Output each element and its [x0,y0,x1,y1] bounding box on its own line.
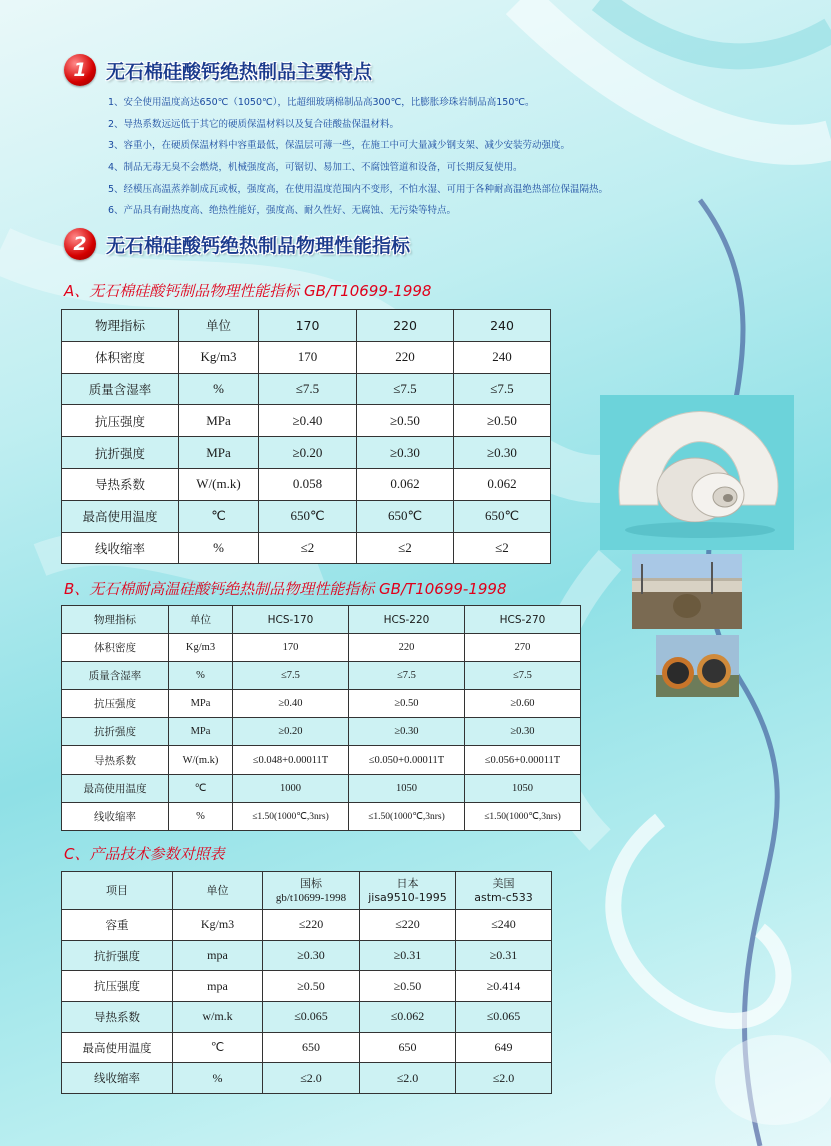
site-photo-pipeline [632,554,742,629]
value-cell: ≤7.5 [349,662,465,690]
header-cell [360,872,456,910]
value-cell: ≤1.50(1000℃,3nrs) [233,802,349,830]
table-header-row [62,310,551,342]
value-cell: ≥0.31 [360,940,456,971]
section-2-badge: 2 [64,228,96,260]
header-cell: 物理指标 [62,606,169,634]
value-cell: 1050 [465,774,581,802]
value-cell: ≥0.40 [259,405,357,437]
value-cell: ≤7.5 [233,662,349,690]
row-label: 线收缩率 [62,1063,173,1094]
row-label: 线收缩率 [62,532,179,564]
value-cell: ≥0.414 [456,971,552,1002]
row-label: 质量含湿率 [62,373,179,405]
header-line: 单位 [206,883,229,897]
table-row [62,802,581,830]
table-header-row [62,606,581,634]
table-row [62,341,551,373]
header-cell [263,872,360,910]
table-row [62,690,581,718]
row-label: 质量含湿率 [62,662,169,690]
header-line: 项目 [106,883,128,897]
value-cell: 170 [233,634,349,662]
value-cell: ≥0.50 [357,405,454,437]
value-cell: 649 [456,1032,552,1063]
unit-cell: % [169,802,233,830]
table-row [62,468,551,500]
table-row [62,373,551,405]
value-cell: ≤1.50(1000℃,3nrs) [465,802,581,830]
value-cell: ≤7.5 [357,373,454,405]
value-cell: ≤0.056+0.00011T [465,746,581,774]
value-cell: ≤0.062 [360,1002,456,1033]
row-label: 抗压强度 [62,405,179,437]
feature-list [108,92,608,222]
table-row [62,971,552,1002]
product-photo-pipe-sections [600,395,794,550]
row-label: 最高使用温度 [62,500,179,532]
value-cell: ≥0.31 [456,940,552,971]
row-label: 抗折强度 [62,940,173,971]
unit-cell: W/(m.k) [169,746,233,774]
unit-cell: MPa [169,690,233,718]
value-cell: ≤0.048+0.00011T [233,746,349,774]
table-row [62,437,551,469]
table-b-title: B、无石棉耐高温硅酸钙绝热制品物理性能指标 GB/T10699-1998 [64,580,507,598]
value-cell: 0.058 [259,468,357,500]
row-label: 体积密度 [62,341,179,373]
value-cell: ≥0.60 [465,690,581,718]
row-label: 抗压强度 [62,690,169,718]
header-standard: gb/t10699-1998 [275,891,347,904]
table-header-row [62,872,552,910]
section-2-header [64,228,410,260]
unit-cell: MPa [179,405,259,437]
section-1-header [64,54,372,86]
header-cell: 240 [454,310,551,342]
unit-cell: % [179,373,259,405]
value-cell: ≤2 [357,532,454,564]
feature-item: 2、导热系数远远低于其它的硬质保温材料以及复合硅酸盐保温材料。 [108,118,400,130]
header-line: 日本 [396,876,419,890]
table-c [61,871,552,1094]
value-cell: ≤2 [454,532,551,564]
row-label: 线收缩率 [62,802,169,830]
header-cell: 220 [357,310,454,342]
section-1-badge: 1 [64,54,96,86]
value-cell: ≤220 [360,910,456,941]
value-cell: ≥0.30 [454,437,551,469]
table-row [62,718,581,746]
value-cell: 0.062 [357,468,454,500]
unit-cell: Kg/m3 [169,634,233,662]
value-cell: ≤7.5 [465,662,581,690]
value-cell: 650℃ [454,500,551,532]
table-row [62,1063,552,1094]
table-row [62,910,552,941]
header-cell [456,872,552,910]
table-row [62,662,581,690]
table-row [62,500,551,532]
table-row [62,940,552,971]
table-a-title: A、无石棉硅酸钙制品物理性能指标 GB/T10699-1998 [64,282,432,300]
header-standard: jisa9510-1995 [368,890,447,904]
unit-cell: ℃ [173,1032,263,1063]
row-label: 抗压强度 [62,971,173,1002]
header-standard: astm-c533 [474,890,533,904]
table-row [62,405,551,437]
value-cell: ≤2.0 [456,1063,552,1094]
value-cell: 650℃ [259,500,357,532]
value-cell: ≤240 [456,910,552,941]
value-cell: ≥0.30 [263,940,360,971]
table-row [62,1002,552,1033]
unit-cell: Kg/m3 [179,341,259,373]
table-row [62,532,551,564]
unit-cell: % [169,662,233,690]
value-cell: ≥0.50 [454,405,551,437]
unit-cell: ℃ [179,500,259,532]
table-row [62,1032,552,1063]
unit-cell: mpa [173,940,263,971]
header-line: 美国 [492,876,515,890]
value-cell: ≤2 [259,532,357,564]
value-cell: ≥0.50 [349,690,465,718]
value-cell: ≥0.20 [259,437,357,469]
row-label: 抗折强度 [62,718,169,746]
header-cell: HCS-220 [349,606,465,634]
value-cell: ≤1.50(1000℃,3nrs) [349,802,465,830]
feature-item: 4、制品无毒无臭不会燃烧，机械强度高，可锯切、易加工、不腐蚀管道和设备，可长期反复使用。 [108,162,523,174]
value-cell: 650 [263,1032,360,1063]
unit-cell: MPa [169,718,233,746]
header-cell [62,872,173,910]
feature-item: 3、容重小，在硬质保温材料中容重最低，保温层可薄一些，在施工中可大量减少钢支架、减少安装劳动强度。 [108,140,571,152]
value-cell: ≤0.065 [456,1002,552,1033]
row-label: 导热系数 [62,746,169,774]
value-cell: ≥0.30 [465,718,581,746]
header-cell: 物理指标 [62,310,179,342]
row-label: 最高使用温度 [62,1032,173,1063]
header-cell: 170 [259,310,357,342]
row-label: 抗折强度 [62,437,179,469]
unit-cell: mpa [173,971,263,1002]
table-row [62,774,581,802]
value-cell: ≥0.30 [357,437,454,469]
header-line: 国标 [300,876,322,890]
value-cell: ≥0.30 [349,718,465,746]
value-cell: ≤7.5 [454,373,551,405]
table-c-title: C、产品技术参数对照表 [64,845,225,863]
table-row [62,634,581,662]
value-cell: 650 [360,1032,456,1063]
value-cell: ≥0.40 [233,690,349,718]
header-cell [173,872,263,910]
value-cell: ≤0.050+0.00011T [349,746,465,774]
feature-item: 5、经模压高温蒸养制成瓦或板，强度高，在使用温度范围内不变形，不怕水湿、可用于各种耐高温绝热部位保温隔热。 [108,183,609,195]
value-cell: 650℃ [357,500,454,532]
value-cell: ≤0.065 [263,1002,360,1033]
site-photo-pipes [656,635,739,697]
value-cell: ≤7.5 [259,373,357,405]
row-label: 导热系数 [62,1002,173,1033]
unit-cell: MPa [179,437,259,469]
unit-cell: w/m.k [173,1002,263,1033]
table-a [61,309,551,564]
row-label: 容重 [62,910,173,941]
value-cell: ≤2.0 [263,1063,360,1094]
header-cell: 单位 [179,310,259,342]
header-cell: 单位 [169,606,233,634]
value-cell: 170 [259,341,357,373]
value-cell: 1000 [233,774,349,802]
value-cell: 220 [357,341,454,373]
value-cell: ≥0.50 [263,971,360,1002]
unit-cell: ℃ [169,774,233,802]
value-cell: 270 [465,634,581,662]
unit-cell: % [173,1063,263,1094]
value-cell: ≤220 [263,910,360,941]
unit-cell: % [179,532,259,564]
value-cell: 240 [454,341,551,373]
unit-cell: W/(m.k) [179,468,259,500]
value-cell: ≤2.0 [360,1063,456,1094]
feature-item: 6、产品具有耐热度高、绝热性能好，强度高、耐久性好、无腐蚀、无污染等特点。 [108,205,457,217]
value-cell: 220 [349,634,465,662]
table-row [62,746,581,774]
unit-cell: Kg/m3 [173,910,263,941]
header-cell: HCS-170 [233,606,349,634]
row-label: 体积密度 [62,634,169,662]
value-cell: 0.062 [454,468,551,500]
value-cell: 1050 [349,774,465,802]
row-label: 导热系数 [62,468,179,500]
value-cell: ≥0.50 [360,971,456,1002]
feature-item: 1、安全使用温度高达650℃（1050℃），比超细玻璃棉制品高300℃，比膨胀珍珠岩制品高150℃。 [108,97,535,108]
value-cell: ≥0.20 [233,718,349,746]
section-2-title: 无石棉硅酸钙绝热制品物理性能指标 [106,234,411,257]
header-cell: HCS-270 [465,606,581,634]
row-label: 最高使用温度 [62,774,169,802]
table-b [61,605,581,831]
section-1-title: 无石棉硅酸钙绝热制品主要特点 [106,60,373,83]
